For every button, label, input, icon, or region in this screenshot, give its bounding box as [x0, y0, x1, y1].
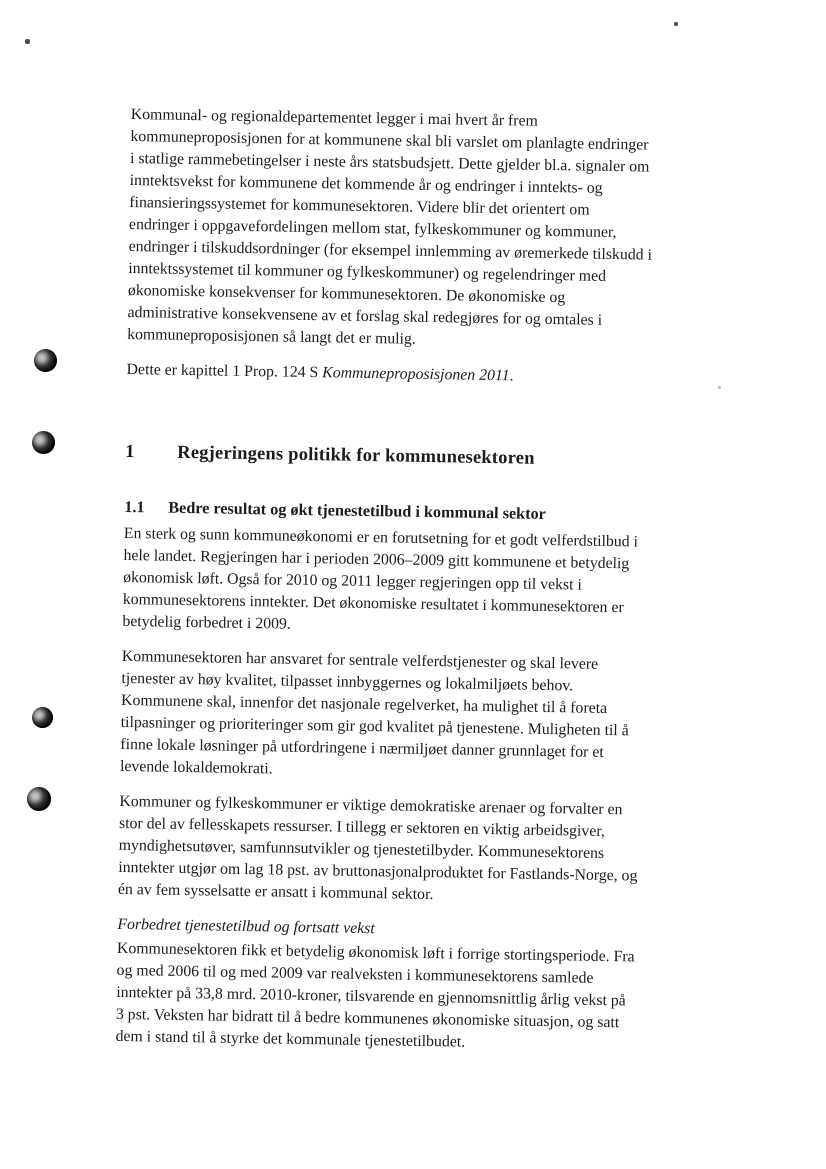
hole-punch-mark-1 — [34, 349, 57, 372]
subsection-heading-italic: Forbedret tjenestetilbud og fortsatt vekst — [117, 915, 375, 938]
ink-dot-top-right — [674, 22, 678, 26]
chapter-heading — [125, 440, 725, 474]
proposition-title-italic: Kommuneproposisjonen 2011 — [322, 364, 510, 385]
chapter-reference — [126, 359, 726, 391]
hole-punch-mark-2 — [32, 431, 55, 454]
chapter-title: Regjeringens politikk for kommunesektoren — [177, 442, 535, 469]
chapter-number: 1 — [125, 441, 135, 463]
chapter-reference-suffix: . — [509, 367, 514, 385]
chapter-reference-prefix: Dette er kapittel 1 Prop. 124 S — [126, 360, 323, 382]
intro-paragraph: Kommunal- og regionaldepartementet legger i mai hvert år frem kommuneproposisjonen for at kommunene skal bli varslet om planlagte endringer i statlige rammebetingelser i neste års statsbudsjett. Dette gjelder bl.a. signaler om inntektsvekst for kommunene det kommende år og endringer i inntekts- og finansieringssystemet for kommunesektoren. Videre blir det orientert om endringer i oppgavefordelingen mellom stat, fylkeskommuner og kommuner, endringer i tilskuddsordninger (for eksempel innlemming av øremerkede tilskudd i inntektssystemet til kommuner og fylkeskommuner) og regelendringer med økonomiske konsekvenser for kommunesektoren. De økonomiske og administrative konsekvensene av et forslag skal redegjøres for og omtales i kommuneproposisjonen så langt det er mulig. — [127, 105, 653, 348]
section-paragraph-2: Kommunesektoren har ansvaret for sentrale velferdstjenester og skal levere tjenester av høy kvalitet, tilpasset innbyggernes og lokalmiljøets behov. Kommunene skal, innenfor det nasjonale regelverket, ha mulighet til å foreta tilpasninger og prioriteringer som gir god kvalitet på tjenestene. Muligheten til å finne lokale løsninger på utfordringene i nærmiljøet danner grunnlaget for et levende lokaldemokrati. — [119, 647, 629, 778]
section-number: 1.1 — [124, 497, 145, 517]
section-title: Bedre resultat og økt tjenestetilbud i kommunal sektor — [168, 498, 546, 523]
section-heading — [124, 497, 724, 528]
subsection-paragraph: Kommunesektoren fikk et betydelig økonomisk løft i forrige stortingsperiode. Fra og med 2006 til og med 2009 var realveksten i kommunesektorens samlede inntekter på 33,8 mrd. 2010-kroner, tilsvarende en gjennomsnittlig årlig vekst på 3 pst. Veksten har bidratt til å bedre kommunenes økonomiske situasjon, og satt dem i stand til å styrke det kommunale tjenestetilbudet. — [115, 939, 635, 1051]
section-paragraph-3: Kommuner og fylkeskommuner er viktige demokratiske arenaer og forvalter en stor del av fellesskapets ressurser. I tillegg er sektoren en viktig arbeidsgiver, myndighetsutøver, samfunnsutvikler og tjenestetilbyder. Kommunesektorens inntekter utgjør om lag 18 pst. av bruttonasjonalproduktet for Fastlands-Norge, og én av fem sysselsatte er ansatt i kommunal sektor. — [117, 792, 638, 904]
hole-punch-mark-3 — [32, 707, 53, 728]
document-content — [115, 104, 731, 1071]
section-paragraph-1: En sterk og sunn kommuneøkonomi er en forutsetning for et godt velferdstilbud i hele landet. Regjeringen har i perioden 2006–2009 gitt kommunene et betydelig økonomisk løft. Også for 2010 og 2011 legger regjeringen opp til vekst i kommunesektorens inntekter. Det økonomiske resultatet i kommunesektoren er betydelig forbedret i 2009. — [122, 524, 639, 633]
ink-dot-top-left — [25, 39, 30, 44]
hole-punch-mark-4 — [27, 787, 51, 811]
